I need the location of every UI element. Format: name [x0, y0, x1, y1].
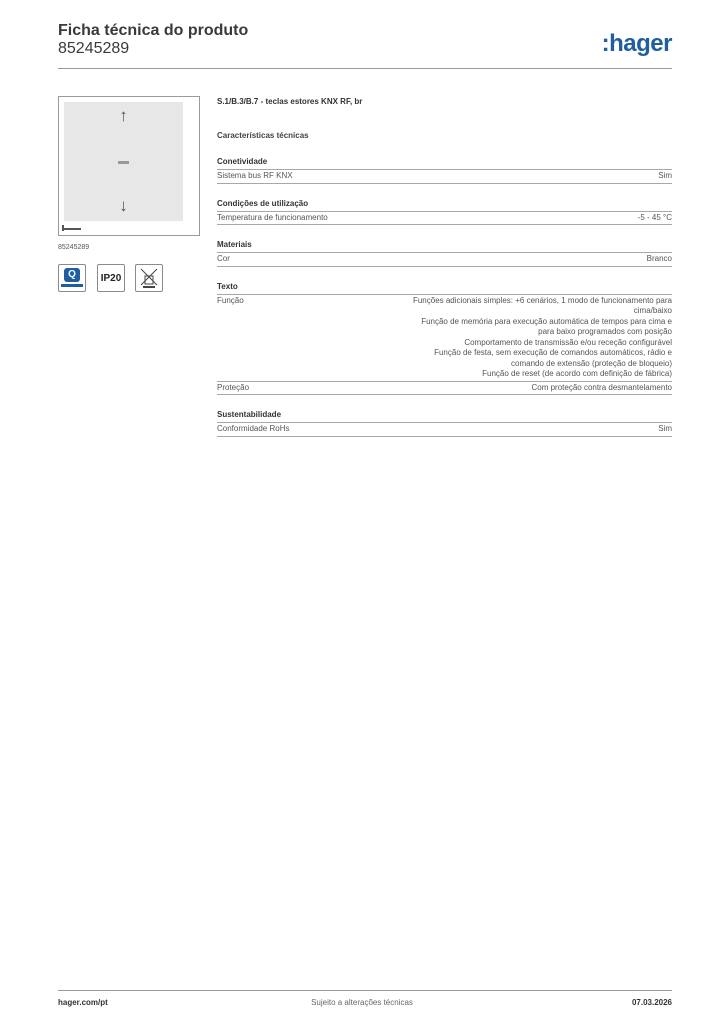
weee-bin-icon — [136, 265, 162, 291]
spec-row — [217, 253, 672, 267]
spec-label: Sistema bus RF KNX — [217, 171, 293, 180]
spec-row — [217, 170, 672, 184]
document-title: Ficha técnica do produto — [58, 22, 249, 39]
spec-label: Proteção — [217, 382, 250, 392]
spec-row — [217, 423, 672, 437]
spec-group-conditions — [217, 198, 672, 226]
spec-row — [217, 212, 672, 226]
header-divider — [58, 68, 672, 69]
document-product-number: 85245289 — [58, 40, 130, 57]
spec-value: Sim — [658, 171, 672, 180]
footer-disclaimer: Sujeito a alterações técnicas — [311, 998, 413, 1007]
spec-value: Branco — [646, 254, 672, 263]
footer-divider — [58, 990, 672, 991]
page-header — [58, 20, 672, 68]
switch-face — [64, 102, 183, 221]
dash-icon — [118, 161, 129, 164]
spec-value: Sim — [658, 424, 672, 433]
spec-group-text — [217, 281, 672, 396]
spec-value-line: comando de extensão (proteção de bloqueio) — [511, 358, 672, 368]
hager-logo[interactable]: :hager — [601, 30, 672, 57]
spec-content — [217, 96, 672, 437]
arrow-down-icon: ↓ — [119, 196, 128, 215]
spec-value-line: Funções adicionais simples: +6 cenários, 1 modo de funcionamento para — [412, 295, 672, 305]
spec-value-line: cima/baixo — [633, 306, 672, 315]
product-name: S.1/B.3/B.7 - teclas estores KNX RF, br — [217, 97, 363, 106]
arrow-up-icon: ↑ — [119, 106, 128, 125]
spec-value-line: para baixo programados com posição — [538, 327, 672, 336]
section-title: Características técnicas — [217, 131, 309, 140]
spec-value-line: Função de memória para execução automática de tempos para cima e — [421, 316, 672, 326]
group-title: Materiais — [217, 239, 672, 253]
spec-row — [217, 382, 672, 396]
group-title: Conetividade — [217, 156, 672, 170]
ip-rating: IP20 — [100, 273, 122, 284]
spec-value: -5 - 45 °C — [637, 212, 672, 222]
weee-icon — [135, 264, 163, 292]
spec-value: Com proteção contra desmantelamento — [531, 382, 672, 392]
spec-group-materials — [217, 239, 672, 267]
group-title: Condições de utilização — [217, 198, 672, 212]
product-image — [58, 96, 200, 236]
spec-label: Cor — [217, 254, 230, 263]
group-title: Texto — [217, 281, 672, 295]
product-code-caption: 85245289 — [58, 244, 90, 251]
footer-website-link[interactable]: hager.com/pt — [58, 998, 108, 1007]
spec-value-line: Comportamento de transmissão e/ou receção configurável — [464, 337, 672, 347]
spec-label: Temperatura de funcionamento — [217, 212, 328, 222]
scale-icon — [62, 228, 81, 230]
spec-label: Função — [217, 295, 244, 305]
ip20-badge — [97, 264, 125, 292]
footer-date: 07.03.2026 — [631, 998, 672, 1007]
spec-value-line: Função de festa, sem execução de comandos automáticos, rádio e — [434, 348, 672, 357]
spec-group-sustainability — [217, 409, 672, 437]
spec-label: Conformidade RoHs — [217, 424, 290, 433]
group-title: Sustentabilidade — [217, 409, 672, 423]
spec-row — [217, 295, 672, 382]
quality-q-icon: Q — [64, 268, 80, 282]
spec-value-line: Função de reset (de acordo com definição de fábrica) — [482, 369, 672, 378]
quality-badge — [58, 264, 86, 292]
spec-group-connectivity — [217, 156, 672, 184]
spec-value — [357, 296, 672, 380]
quality-bar-icon — [61, 284, 83, 287]
